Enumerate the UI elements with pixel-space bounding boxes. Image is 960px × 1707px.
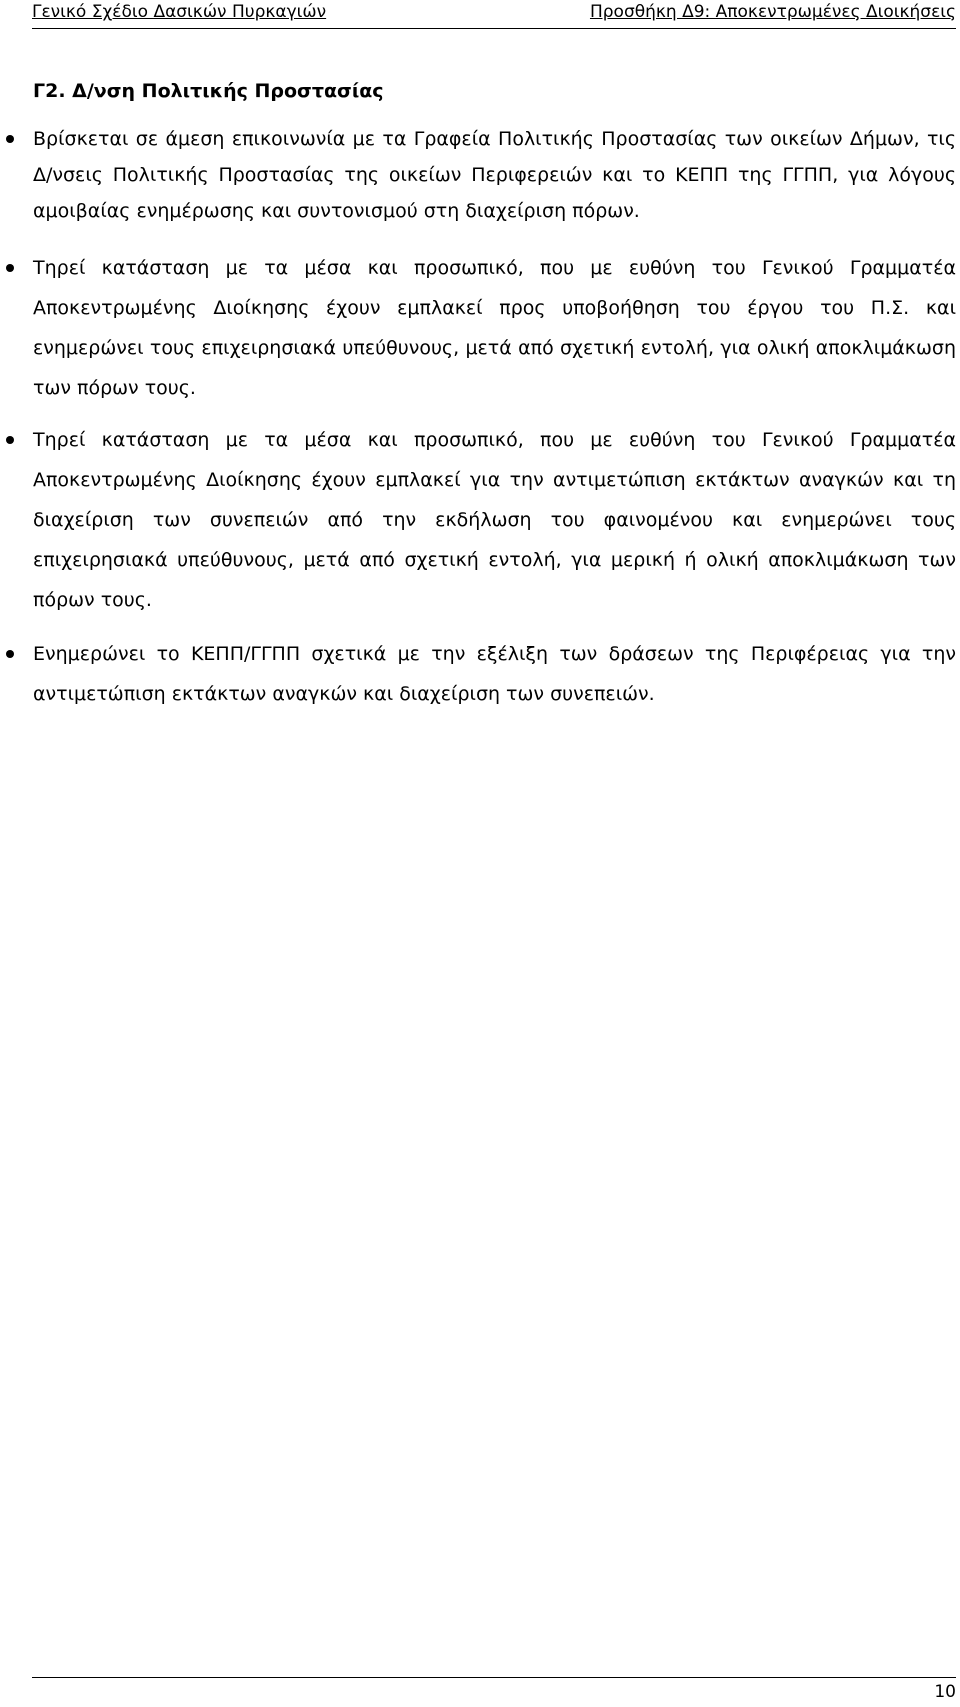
bullet-text: Τηρεί κατάσταση με τα μέσα και προσωπικό, που με ευθύνη του Γενικού Γραμματέα Αποκεντρωμένης Διοίκησης έχουν εμπλακεί προς υποβοήθηση του έργου του Π.Σ. και ενημερώνει τους επιχειρησιακά υπεύθυνους, μετά από σχετική εντολή, για ολική αποκλιμάκωση των πόρων τους. [33, 257, 956, 399]
bullet-icon [6, 436, 14, 444]
bullet-item [33, 121, 956, 229]
bullet-icon [6, 650, 14, 658]
section-heading: Γ2. Δ/νση Πολιτικής Προστασίας [33, 80, 384, 102]
bullet-item [33, 420, 956, 620]
page-number: 10 [934, 1682, 956, 1702]
bullet-item [33, 634, 956, 714]
bullet-icon [6, 135, 14, 143]
header-document-title: Γενικό Σχέδιο Δασικών Πυρκαγιών [32, 2, 327, 22]
page-header [32, 0, 956, 29]
bullet-text: Τηρεί κατάσταση με τα μέσα και προσωπικό, που με ευθύνη του Γενικού Γραμματέα Αποκεντρωμένης Διοίκησης έχουν εμπλακεί για την αντιμετώπιση εκτάκτων αναγκών και τη διαχείριση των συνεπειών από την εκδήλωση του φαινομένου και ενημερώνει τους επιχειρησιακά υπεύθυνους, μετά από σχετική εντολή, για μερική ή ολική αποκλιμάκωση των πόρων τους. [33, 429, 956, 611]
header-appendix-title: Προσθήκη Δ9: Αποκεντρωμένες Διοικήσεις [589, 2, 956, 22]
footer-divider [32, 1677, 956, 1678]
bullet-text: Βρίσκεται σε άμεση επικοινωνία με τα Γραφεία Πολιτικής Προστασίας των οικείων Δήμων, τις Δ/νσεις Πολιτικής Προστασίας της οικείων Περιφερειών και το ΚΕΠΠ της ΓΓΠΠ, για λόγους αμοιβαίας ενημέρωσης και συντονισμού στη διαχείριση πόρων. [33, 128, 956, 222]
bullet-icon [6, 264, 14, 272]
bullet-item [33, 248, 956, 408]
bullet-text: Ενημερώνει το ΚΕΠΠ/ΓΓΠΠ σχετικά με την εξέλιξη των δράσεων της Περιφέρειας για την αντιμετώπιση εκτάκτων αναγκών και διαχείριση των συνεπειών. [33, 643, 956, 705]
